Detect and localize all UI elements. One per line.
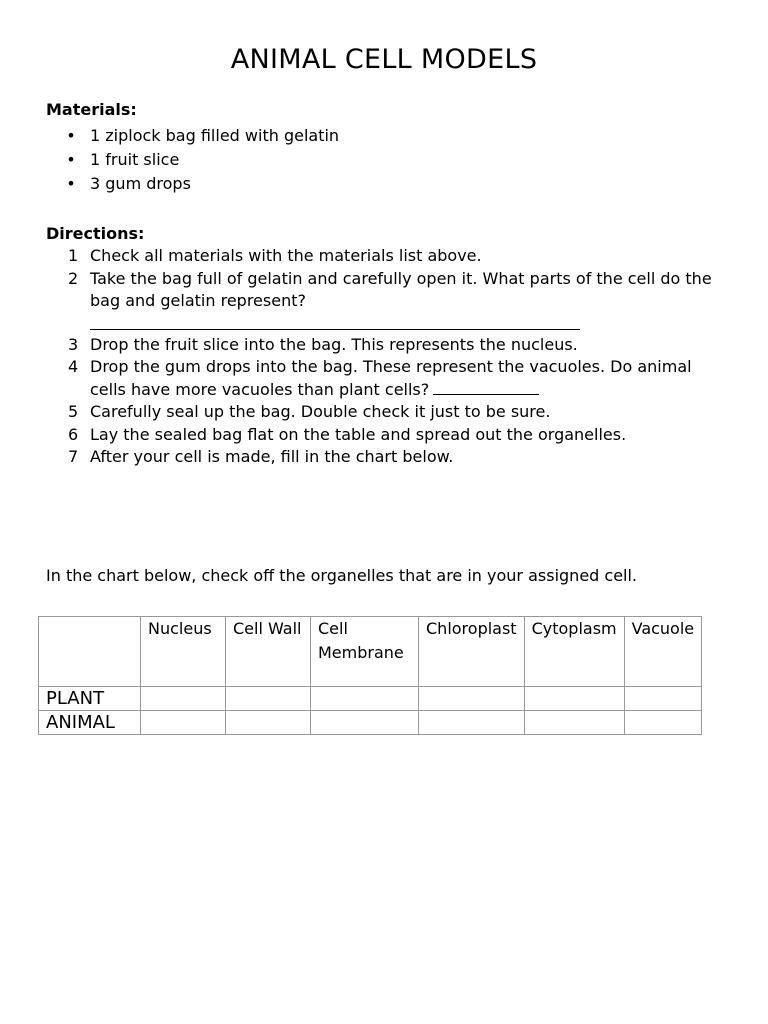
list-item [46,424,726,447]
organelle-table [38,616,702,735]
header-cell [39,617,141,687]
header-cell: Nucleus [141,617,226,687]
list-item [46,446,726,469]
check-cell[interactable] [311,711,419,735]
step-number: 7 [68,447,79,466]
check-cell[interactable] [624,687,702,711]
bullet-icon: • [66,126,76,145]
list-item [46,334,726,357]
list-item [46,172,339,196]
answer-blank[interactable] [433,380,539,395]
check-cell[interactable] [141,711,226,735]
step-number: 2 [68,268,79,288]
answer-blank[interactable] [90,313,580,330]
materials-heading: Materials: [46,100,137,119]
step-text: Take the bag full of gelatin and carefully open it. What parts of the cell do the bag and gelatin represent? [90,268,712,310]
step-text: After your cell is made, fill in the chart below. [90,447,454,466]
step-text: Drop the fruit slice into the bag. This represents the nucleus. [90,334,578,354]
step-text: Drop the gum drops into the bag. These represent the vacuoles. Do animal cells have more vacuoles than plant cells? [90,357,692,399]
list-item [46,124,339,148]
check-cell[interactable] [419,687,525,711]
table-row [39,711,702,735]
directions-list [46,245,726,469]
step-number: 1 [68,246,79,265]
check-cell[interactable] [311,687,419,711]
check-cell[interactable] [624,711,702,735]
step-number: 5 [68,402,79,421]
chart-instruction: In the chart below, check off the organelles that are in your assigned cell. [46,566,638,585]
material-text: 3 gum drops [90,174,191,193]
check-cell[interactable] [419,711,525,735]
step-text: Carefully seal up the bag. Double check it just to be sure. [90,402,551,421]
header-cell: Cytoplasm [524,617,624,687]
list-item [46,356,726,401]
step-number: 4 [68,357,79,376]
step-number: 3 [68,334,79,354]
header-cell: Vacuole [624,617,702,687]
step-text: Check all materials with the materials list above. [90,246,482,265]
list-item [46,268,726,330]
materials-list [46,124,339,196]
check-cell[interactable] [141,687,226,711]
step-text: Lay the sealed bag flat on the table and spread out the organelles. [90,424,627,444]
step-number: 6 [68,424,79,444]
list-item [46,148,339,172]
bullet-icon: • [66,150,76,169]
row-label: ANIMAL [39,711,141,735]
list-item [46,245,726,268]
list-item [46,401,726,424]
directions-heading: Directions: [46,224,145,243]
table-row [39,687,702,711]
check-cell[interactable] [524,687,624,711]
bullet-icon: • [66,174,76,193]
check-cell[interactable] [226,687,311,711]
header-cell: Chloroplast [419,617,525,687]
header-cell: Cell Wall [226,617,311,687]
page-title: ANIMAL CELL MODELS [230,44,538,75]
check-cell[interactable] [226,711,311,735]
check-cell[interactable] [524,711,624,735]
table-header-row [39,617,702,687]
row-label: PLANT [39,687,141,711]
material-text: 1 fruit slice [90,150,180,169]
header-cell: Cell Membrane [311,617,419,687]
material-text: 1 ziplock bag filled with gelatin [90,126,340,145]
